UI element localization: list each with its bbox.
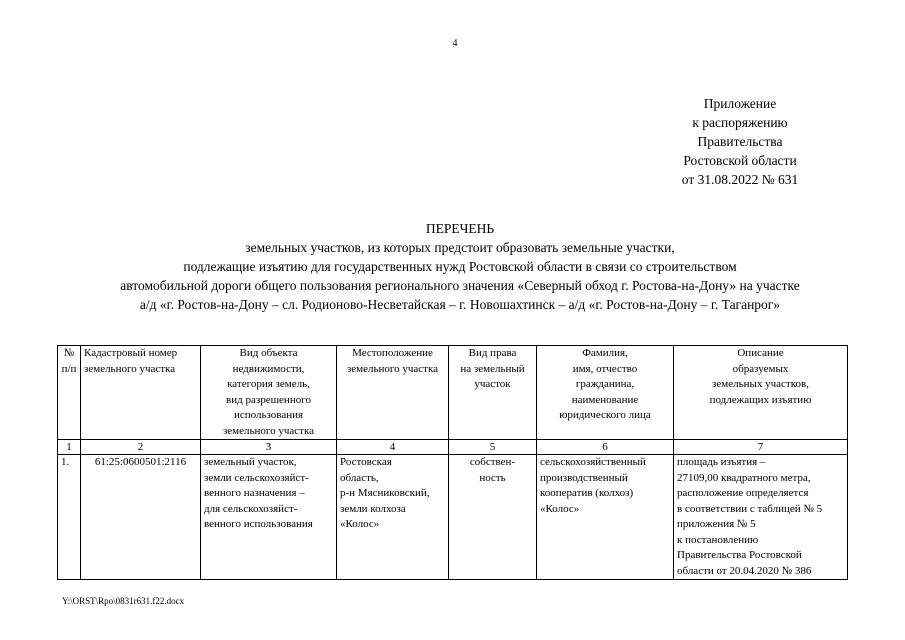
row-right: собствен- ность [449,455,537,580]
table-row [58,455,848,580]
title-heading: ПЕРЕЧЕНЬ [425,221,495,236]
row-location: Ростовская область, р-н Мясниковский, земли колхоза «Колос» [337,455,449,580]
land-plots-table [57,345,848,580]
title-line: подлежащие изъятию для государственных нужд Ростовской области в связи со строительством [183,259,737,274]
row-object-type: земельный участок, земли сельскохозяйст- венного назначения – для сельскохозяйст- венного использования [201,455,337,580]
column-number: 7 [674,440,848,455]
document-title [40,219,880,314]
column-number: 5 [449,440,537,455]
title-line: земельных участков, из которых предстоит образовать земельные участки, [245,240,675,255]
row-num: 1. [58,455,81,580]
table-header-row [58,346,848,440]
appendix-line: Приложение [703,96,777,111]
header-cell-location: Местоположение земельного участка [337,346,449,440]
file-path-footer: Y:\ORST\Rpo\0831r631.f22.docx [62,596,185,606]
appendix-line: Ростовской области [683,153,797,168]
header-cell-owner: Фамилия, имя, отчество гражданина, наименование юридического лица [537,346,674,440]
title-line: автомобильной дороги общего пользования регионального значения «Северный обход г. Ростова-на-Дону» на участке [120,278,800,293]
header-cell-num: № п/п [58,346,81,440]
header-cell-object-type: Вид объекта недвижимости, категория земель, вид разрешенного использования земельного участка [201,346,337,440]
column-number: 6 [537,440,674,455]
row-owner: сельскохозяйственный производственный кооператив (колхоз) «Колос» [537,455,674,580]
column-number: 2 [81,440,201,455]
title-line: а/д «г. Ростов-на-Дону – сл. Родионово-Несветайская – г. Новошахтинск – а/д «г. Ростов-на-Дону – г. Таганрог» [139,297,781,312]
row-description: площадь изъятия – 27109,00 квадратного метра, расположение определяется в соответствии с таблицей № 5 приложения № 5 к постановлению Правительства Ростовской области от 20.04.2020 № 386 [674,455,848,580]
header-cell-cadastral: Кадастровый номер земельного участка [81,346,201,440]
column-number: 1 [58,440,81,455]
header-cell-right: Вид права на земельный участок [449,346,537,440]
appendix-line: Правительства [697,134,783,149]
appendix-header [640,94,840,189]
column-number-row [58,440,848,455]
column-number: 3 [201,440,337,455]
header-cell-description: Описание образуемых земельных участков, подлежащих изъятию [674,346,848,440]
page-number: 4 [452,38,458,49]
row-cadastral: 61:25:0600501:2116 [81,455,201,580]
appendix-line: от 31.08.2022 № 631 [681,172,799,187]
column-number: 4 [337,440,449,455]
appendix-line: к распоряжению [692,115,788,130]
